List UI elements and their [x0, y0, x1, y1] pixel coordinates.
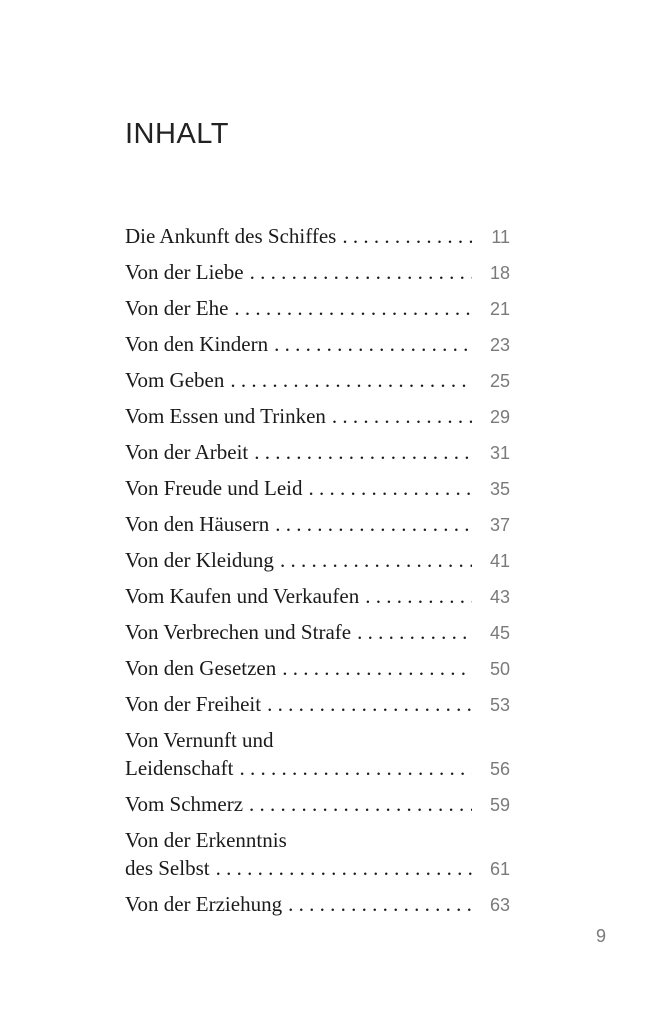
toc-entry-row	[125, 510, 510, 539]
toc-entry[interactable]	[125, 582, 510, 611]
toc-entry[interactable]	[125, 222, 510, 251]
toc-entry-page: 31	[489, 443, 510, 463]
toc-entry-page: 25	[489, 371, 510, 391]
toc-entry-title: Die Ankunft des Schiffes	[125, 224, 337, 248]
toc-entry[interactable]	[125, 438, 510, 467]
toc-entry[interactable]	[125, 690, 510, 719]
toc-entry-title: Von Verbrechen und Strafe	[125, 620, 352, 644]
toc-entry[interactable]	[125, 402, 510, 431]
toc-entry[interactable]	[125, 654, 510, 683]
toc-entry-page: 37	[489, 515, 510, 535]
toc-entry-title: Von der Kleidung	[125, 548, 274, 572]
toc-entry-row	[125, 474, 510, 503]
toc-entry-row	[125, 618, 510, 647]
toc-entry[interactable]	[125, 618, 510, 647]
dot-leader	[275, 510, 472, 538]
dot-leader	[274, 330, 472, 358]
toc-entry-page: 43	[489, 587, 510, 607]
toc-entry[interactable]	[125, 726, 510, 783]
toc-entry[interactable]	[125, 546, 510, 575]
dot-leader	[216, 854, 472, 882]
toc-entry-title: Vom Kaufen und Verkaufen	[125, 584, 360, 608]
toc-entry-title: Von der Ehe	[125, 296, 229, 320]
toc-entry[interactable]	[125, 258, 510, 287]
toc-entry-row	[125, 854, 510, 883]
dot-leader	[280, 546, 472, 574]
dot-leader	[254, 438, 472, 466]
dot-leader	[239, 754, 472, 782]
toc-entry-row	[125, 258, 510, 287]
dot-leader	[282, 654, 472, 682]
toc-entry-title: Von der Liebe	[125, 260, 244, 284]
toc-entry-title: Von den Häusern	[125, 512, 270, 536]
toc-entry-page: 41	[489, 551, 510, 571]
toc-entry[interactable]	[125, 890, 510, 919]
toc-entry-title-line: Von Vernunft und	[125, 728, 274, 752]
dot-leader	[250, 258, 472, 286]
toc-entry-row	[125, 438, 510, 467]
toc-entry-row	[125, 366, 510, 395]
toc-entry-page: 23	[489, 335, 510, 355]
toc-entry-page: 56	[489, 759, 510, 779]
dot-leader	[309, 474, 472, 502]
dot-leader	[365, 582, 472, 610]
toc-entry-page: 59	[489, 795, 510, 815]
toc-entry-row	[125, 294, 510, 323]
dot-leader	[342, 222, 472, 250]
toc-entry-page: 53	[489, 695, 510, 715]
toc-entry-row	[125, 654, 510, 683]
toc-entry-title: Leidenschaft	[125, 756, 234, 780]
toc-entry-row	[125, 890, 510, 919]
toc-entry[interactable]	[125, 826, 510, 883]
toc-entry-title: Vom Essen und Trinken	[125, 404, 326, 428]
dot-leader	[332, 402, 472, 430]
toc-entry[interactable]	[125, 474, 510, 503]
toc-entry-page: 21	[489, 299, 510, 319]
toc-entry-title: Vom Geben	[125, 368, 225, 392]
toc-entry-page: 35	[489, 479, 510, 499]
dot-leader	[234, 294, 472, 322]
toc-entry[interactable]	[125, 294, 510, 323]
toc-entry-title-line: Von der Erkenntnis	[125, 828, 287, 852]
toc-entry-title: Vom Schmerz	[125, 792, 244, 816]
toc-entry-page: 63	[489, 895, 510, 915]
dot-leader	[288, 890, 472, 918]
dot-leader	[249, 790, 472, 818]
toc-entry-row	[125, 582, 510, 611]
dot-leader	[357, 618, 472, 646]
toc-entry-title: Von den Gesetzen	[125, 656, 277, 680]
toc-entry[interactable]	[125, 330, 510, 359]
toc-entry-title: Von der Freiheit	[125, 692, 262, 716]
toc-entry-row	[125, 402, 510, 431]
toc-entry-page: 45	[489, 623, 510, 643]
toc-entry-row	[125, 330, 510, 359]
dot-leader	[267, 690, 472, 718]
toc-entry-row	[125, 790, 510, 819]
toc-entry-title: Von der Erziehung	[125, 892, 283, 916]
dot-leader	[230, 366, 472, 394]
table-of-contents	[125, 222, 510, 926]
toc-entry-title: Von den Kindern	[125, 332, 269, 356]
toc-entry-page: 50	[489, 659, 510, 679]
toc-entry[interactable]	[125, 790, 510, 819]
toc-entry-page: 61	[489, 859, 510, 879]
toc-entry-row	[125, 690, 510, 719]
toc-entry-row	[125, 754, 510, 783]
toc-entry-page: 18	[489, 263, 510, 283]
toc-entry-row	[125, 222, 510, 251]
page-title: INHALT	[125, 118, 229, 150]
toc-entry[interactable]	[125, 366, 510, 395]
toc-entry-page: 29	[489, 407, 510, 427]
toc-entry[interactable]	[125, 510, 510, 539]
toc-entry-title: des Selbst	[125, 856, 210, 880]
toc-entry-row	[125, 546, 510, 575]
toc-entry-title: Von Freude und Leid	[125, 476, 303, 500]
toc-entry-page: 11	[491, 227, 510, 247]
page-number: 9	[596, 926, 607, 946]
toc-entry-title: Von der Arbeit	[125, 440, 249, 464]
